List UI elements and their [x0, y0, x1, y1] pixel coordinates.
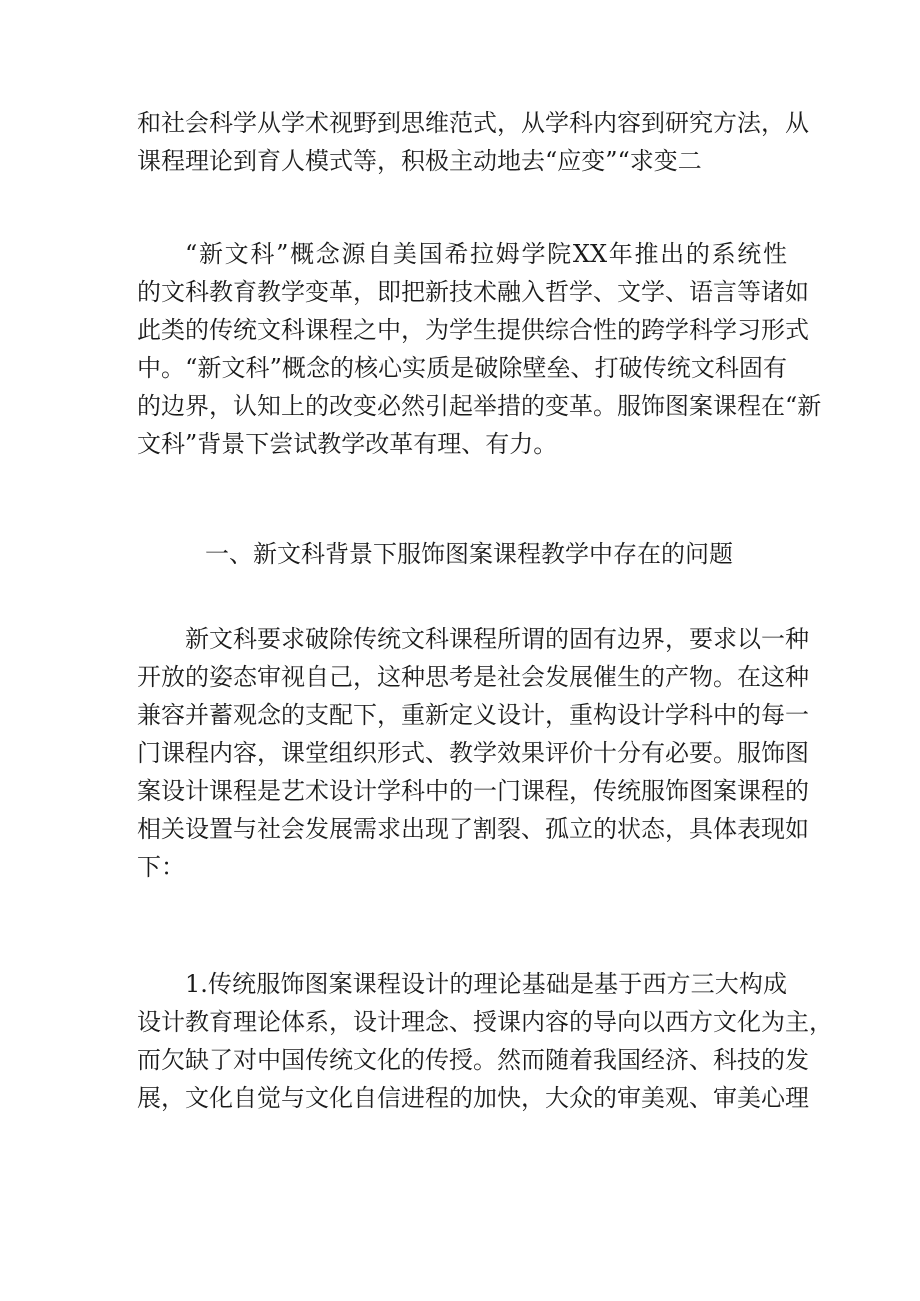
text-line: 展，文化自觉与文化自信进程的加快，大众的审美观、审美心理: [137, 1084, 809, 1112]
text-line: 的文科教育教学变革，即把新技术融入哲学、文学、语言等诸如: [137, 278, 809, 306]
text-line: “新文科”概念源自美国希拉姆学院XX年推出的系统性: [185, 240, 787, 268]
text-line: 案设计课程是艺术设计学科中的一门课程，传统服饰图案课程的: [137, 777, 809, 805]
text-line: 的边界，认知上的改变必然引起举措的变革。服饰图案课程在“新: [137, 392, 822, 420]
text-line: 课程理论到育人模式等，积极主动地去“应变”“求变二: [137, 147, 702, 175]
text-line: 和社会科学从学术视野到思维范式，从学科内容到研究方法，从: [137, 109, 809, 137]
text-line: 相关设置与社会发展需求出现了割裂、孤立的状态，具体表现如: [137, 815, 809, 843]
paragraph-new-liberal-arts-definition: [137, 235, 822, 463]
text-line: 新文科要求破除传统文科课程所谓的固有边界，要求以一种: [185, 625, 809, 653]
text-line: 中。“新文科”概念的核心实质是破除壁垒、打破传统文科固有: [137, 354, 787, 382]
text-line: 设计教育理论体系，设计理念、授课内容的导向以西方文化为主，: [137, 1008, 833, 1036]
paragraph-section-intro: [137, 620, 809, 886]
paragraph-intro-continuation: [137, 104, 809, 180]
text-line: 此类的传统文科课程之中，为学生提供综合性的跨学科学习形式: [137, 316, 809, 344]
text-line: 而欠缺了对中国传统文化的传授。然而随着我国经济、科技的发: [137, 1046, 809, 1074]
text-line: 1.传统服饰图案课程设计的理论基础是基于西方三大构成: [185, 970, 787, 998]
text-line: 下：: [137, 853, 185, 881]
section-heading: 一、新文科背景下服饰图案课程教学中存在的问题: [205, 540, 733, 568]
text-line: 开放的姿态审视自己，这种思考是社会发展催生的产物。在这种: [137, 663, 809, 691]
paragraph-point-1: [137, 965, 833, 1117]
text-line: 门课程内容，课堂组织形式、教学效果评价十分有必要。服饰图: [137, 739, 809, 767]
text-line: 文科”背景下尝试教学改革有理、有力。: [137, 430, 558, 458]
text-line: 兼容并蓄观念的支配下，重新定义设计，重构设计学科中的每一: [137, 701, 809, 729]
